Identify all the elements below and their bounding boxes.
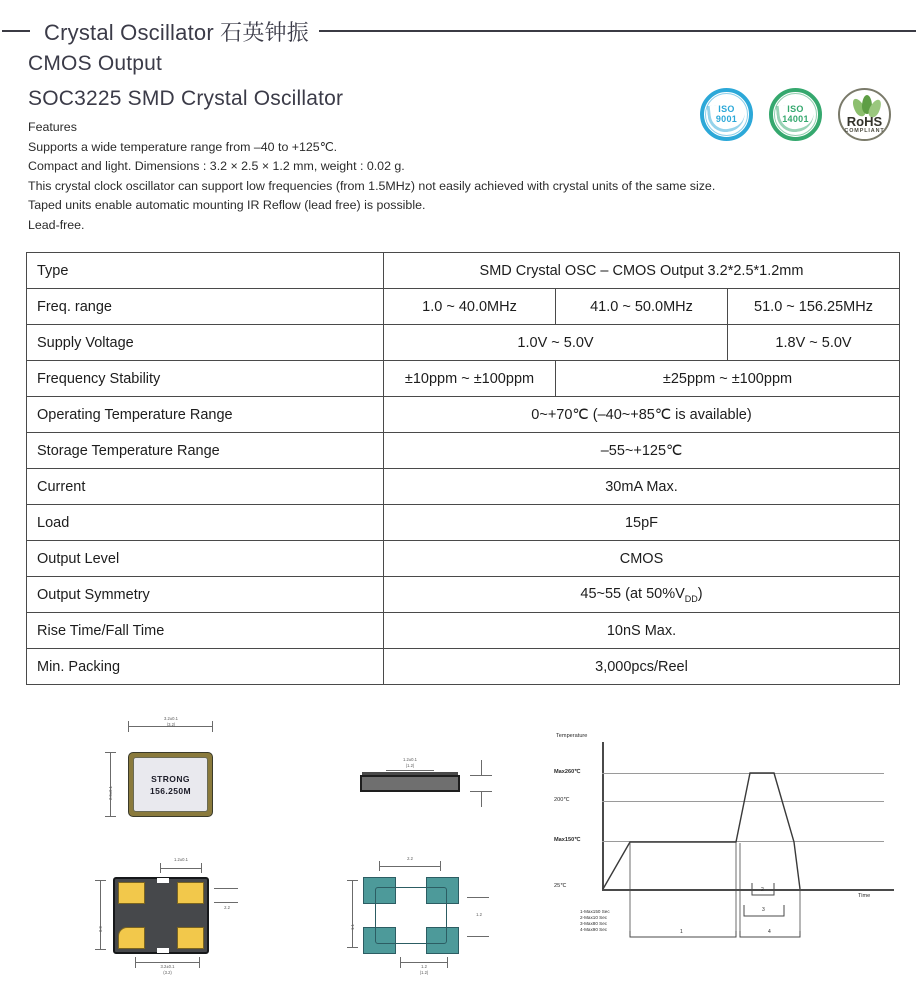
symmetry-subscript: DD <box>684 593 698 604</box>
land-pad-width-dim: 1.2 <box>476 912 482 917</box>
bottom-view-pad-width-dim: 1.2±0.1 <box>174 857 188 862</box>
reflow-y-axis-label: Temperature <box>556 733 588 739</box>
reflow-note-2: 2-Max10 Sec <box>580 915 608 920</box>
package-top-view <box>128 752 213 817</box>
reflow-zone-1: 1 <box>680 929 683 935</box>
table-row <box>27 469 900 505</box>
certification-badges <box>700 88 891 141</box>
package-lid <box>133 757 208 812</box>
feature-line-4: Taped units enable automatic mounting IR Reflow (lead free) is possible. <box>28 198 426 212</box>
reflow-note-1: 1-Max150 Sec <box>580 909 610 914</box>
rohs-label: RoHS <box>846 114 883 129</box>
bottom-view-pad-pitch-dim: 2.2 <box>224 905 230 910</box>
table-row <box>27 649 900 685</box>
spec-label-min-packing: Min. Packing <box>27 649 384 685</box>
iso-9001-icon <box>700 88 753 141</box>
features-heading: Features <box>28 120 77 134</box>
bottom-view-body-width-dim: 3.2±0.1 <box>160 964 175 969</box>
table-row <box>27 541 900 577</box>
header-rule-left <box>2 30 30 32</box>
spec-value-freq-2: 41.0 ~ 50.0MHz <box>556 289 728 325</box>
spec-value-current: 30mA Max. <box>384 469 900 505</box>
specification-table <box>26 252 900 685</box>
iso-14001-line2: 14001 <box>782 113 809 124</box>
land-pattern <box>363 877 459 954</box>
spec-label-type: Type <box>27 253 384 289</box>
side-view-thickness-dim-ref: (1.2) <box>405 763 415 768</box>
iso-14001-icon <box>769 88 822 141</box>
spec-value-operating-temp: 0~+70℃ (–40~+85℃ is available) <box>384 397 900 433</box>
features-block <box>28 118 728 235</box>
feature-line-1: Supports a wide temperature range from –40 to +125℃. <box>28 139 338 154</box>
pad-3-chamfered <box>118 927 145 949</box>
pad-1 <box>118 882 145 904</box>
reflow-note-4: 4-Max90 Sec <box>580 927 608 932</box>
spec-value-supply-2: 1.8V ~ 5.0V <box>728 325 900 361</box>
spec-label-storage-temp: Storage Temperature Range <box>27 433 384 469</box>
spec-label-output-level: Output Level <box>27 541 384 577</box>
spec-label-supply-voltage: Supply Voltage <box>27 325 384 361</box>
pad-4 <box>177 927 204 949</box>
symmetry-close: ) <box>697 585 703 602</box>
table-row <box>27 577 900 613</box>
spec-label-frequency-stability: Frequency Stability <box>27 361 384 397</box>
side-view-thickness-dim: 1.2±0.1 <box>403 757 417 762</box>
table-row <box>27 505 900 541</box>
top-view-height-dim: 2.5±0.1 <box>108 786 113 800</box>
spec-value-rise-fall-time: 10nS Max. <box>384 613 900 649</box>
spec-value-freq-3: 51.0 ~ 156.25MHz <box>728 289 900 325</box>
reflow-profile-chart <box>552 733 892 948</box>
rohs-compliant-icon <box>838 88 891 141</box>
symmetry-text: 45~55 (at 50%V <box>580 585 685 602</box>
iso-9001-line1: ISO <box>718 104 735 114</box>
subtitle-output-type: CMOS Output <box>28 52 163 75</box>
spec-label-output-symmetry: Output Symmetry <box>27 577 384 613</box>
page-title: Crystal Oscillator 石英钟振 <box>44 19 309 45</box>
spec-value-supply-1: 1.0V ~ 5.0V <box>384 325 728 361</box>
table-row <box>27 289 900 325</box>
pad-2 <box>177 882 204 904</box>
marking-line-2: 156.250M <box>149 785 191 796</box>
land-pitch-dim: 2.2 <box>407 856 413 861</box>
table-row <box>27 613 900 649</box>
reflow-tick-max150: Max150℃ <box>554 837 581 843</box>
bottom-view-body-width-ref: (3.2) <box>163 970 172 975</box>
package-bottom-view <box>113 877 209 954</box>
spec-value-stability-1: ±10ppm ~ ±100ppm <box>384 361 556 397</box>
spec-value-load: 15pF <box>384 505 900 541</box>
spec-label-rise-fall-time: Rise Time/Fall Time <box>27 613 384 649</box>
iso-14001-line1: ISO <box>787 104 804 114</box>
reflow-tick-200: 200℃ <box>554 797 570 803</box>
spec-label-operating-temp: Operating Temperature Range <box>27 397 384 433</box>
table-row <box>27 253 900 289</box>
land-span-dim-ref: (1.2) <box>419 970 429 975</box>
table-row <box>27 361 900 397</box>
spec-value-output-symmetry <box>384 577 900 613</box>
reflow-note-3: 3-Max80 Sec <box>580 921 608 926</box>
reflow-zone-2: 2 <box>761 887 764 893</box>
reflow-tick-25: 25℃ <box>554 883 567 889</box>
package-side-view <box>360 775 460 792</box>
table-row <box>27 433 900 469</box>
feature-line-3: This crystal clock oscillator can support low frequencies (from 1.5MHz) not easily achieved with crystal units of the same size. <box>28 178 716 193</box>
spec-value-stability-2: ±25ppm ~ ±100ppm <box>556 361 900 397</box>
table-row <box>27 325 900 361</box>
page-header <box>0 18 920 44</box>
spec-value-storage-temp: –55~+125℃ <box>384 433 900 469</box>
marking-line-1: STRONG <box>151 773 190 784</box>
spec-value-output-level: CMOS <box>384 541 900 577</box>
spec-value-min-packing: 3,000pcs/Reel <box>384 649 900 685</box>
top-view-width-dim-ref: (3.2) <box>166 722 176 727</box>
header-rule-right <box>319 30 916 32</box>
spec-value-freq-1: 1.0 ~ 40.0MHz <box>384 289 556 325</box>
feature-line-2: Compact and light. Dimensions : 3.2 × 2.5 × 1.2 mm, weight : 0.02 g. <box>28 159 405 173</box>
reflow-tick-max260: Max260℃ <box>554 769 581 775</box>
reflow-zone-4: 4 <box>768 929 771 935</box>
land-span-dim: 1.2 <box>421 964 427 969</box>
iso-9001-line2: 9001 <box>715 113 738 124</box>
rohs-sublabel: COMPLIANT <box>844 128 885 134</box>
spec-label-freq-range: Freq. range <box>27 289 384 325</box>
feature-line-5: Lead-free. <box>28 217 85 232</box>
spec-label-load: Load <box>27 505 384 541</box>
table-row <box>27 397 900 433</box>
reflow-zone-3: 3 <box>762 907 765 913</box>
reflow-x-axis-label: Time <box>858 893 871 899</box>
subtitle-part-number: SOC3225 SMD Crystal Oscillator <box>28 87 344 110</box>
bottom-view-pad-height-dim: 0.9 <box>98 926 103 932</box>
top-view-width-dim: 3.2±0.1 <box>164 716 178 721</box>
spec-label-current: Current <box>27 469 384 505</box>
spec-value-type: SMD Crystal OSC – CMOS Output 3.2*2.5*1.2mm <box>384 253 900 289</box>
land-pad-height-dim: 1.1 <box>350 924 355 930</box>
